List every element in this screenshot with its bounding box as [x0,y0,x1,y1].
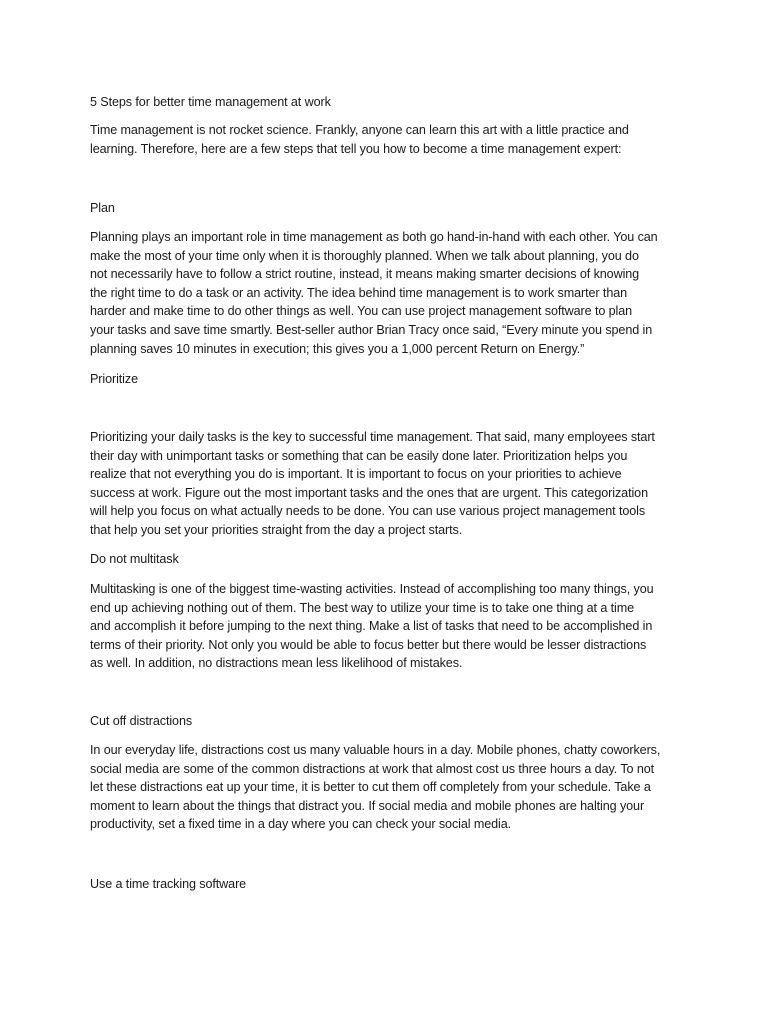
heading-text: Prioritize [90,372,138,386]
document-title [90,93,690,112]
body-line: Multitasking is one of the biggest time-wasting activities. Instead of accomplishing too many things, you [90,582,654,596]
body-line: In our everyday life, distractions cost us many valuable hours in a day. Mobile phones, chatty coworkers, [90,743,661,757]
heading-text: Use a time tracking software [90,877,247,891]
heading-text: Do not multitask [90,552,179,566]
body-line: realize that not everything you do is important. It is important to focus on your priorities to achieve [90,467,622,482]
body-line: as well. In addition, no distractions mean less likelihood of mistakes. [90,656,463,671]
section-body-prioritize [90,428,690,540]
heading-text: Cut off distractions [90,714,193,728]
section-heading-prioritize [90,370,690,389]
section-body-plan [90,228,690,358]
title-text: 5 Steps for better time management at work [90,95,331,109]
body-line: terms of their priority. Not only you would be able to focus better but there would be lesser distractions [90,637,647,652]
body-line: will help you focus on what actually needs to be done. You can use various project management tools [90,504,646,519]
heading-text: Plan [90,201,115,215]
body-line: productivity, set a fixed time in a day where you can check your social media. [90,817,512,832]
section-heading-plan [90,199,690,218]
body-line: success at work. Figure out the most important tasks and the ones that are urgent. This categorization [90,485,648,500]
body-line: make the most of your time only when it is thoroughly planned. When we talk about planning, you do [90,248,639,263]
body-line: let these distractions eat up your time, it is better to cut them off completely from your schedule. Take a [90,780,651,795]
body-line: the right time to do a task or an activity. The idea behind time management is to work smarter than [90,285,628,300]
body-line: not necessarily have to follow a strict routine, instead, it means making smarter decisions of knowing [90,267,640,282]
body-line: harder and make time to do other things as well. You can use project management software to plan [90,304,633,319]
body-line: and accomplish it before jumping to the next thing. Make a list of tasks that need to be accomplished in [90,619,653,634]
body-line: planning saves 10 minutes in execution; this gives you a 1,000 percent Return on Energy.” [90,341,585,356]
section-heading-distractions [90,712,690,731]
section-body-multitask [90,580,690,673]
body-line: end up achieving nothing out of them. The best way to utilize your time is to take one thing at a time [90,600,635,615]
body-line: your tasks and save time smartly. Best-seller author Brian Tracy once said, “Every minute you spend in [90,322,653,337]
section-heading-time-tracking [90,875,690,894]
intro-paragraph [90,121,690,158]
section-body-distractions [90,741,690,834]
body-line: social media are some of the common distractions at work that almost cost us three hours a day. To not [90,761,655,776]
section-heading-multitask [90,550,690,569]
body-line: their day with unimportant tasks or something that can be easily done later. Prioritization helps you [90,448,628,463]
body-line: Prioritizing your daily tasks is the key to successful time management. That said, many employees start [90,430,655,444]
intro-line: learning. Therefore, here are a few steps that tell you how to become a time management expert: [90,141,622,156]
body-line: that help you set your priorities straight from the day a project starts. [90,522,463,537]
body-line: Planning plays an important role in time management as both go hand-in-hand with each other. You can [90,230,658,244]
intro-line: Time management is not rocket science. Frankly, anyone can learn this art with a little practice and [90,123,629,137]
body-line: moment to learn about the things that distract you. If social media and mobile phones are halting your [90,798,645,813]
